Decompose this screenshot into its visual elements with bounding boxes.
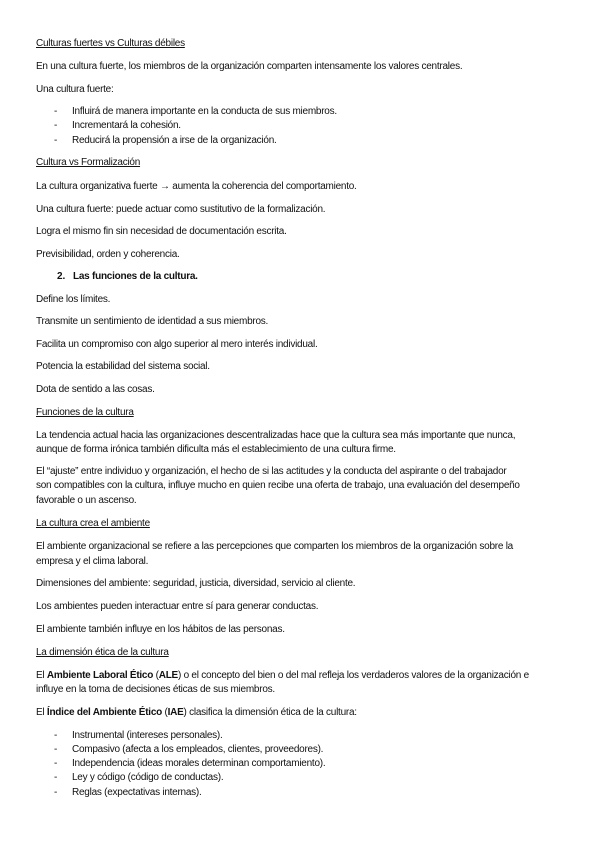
paragraph: son compatibles con la cultura, influye mucho en quien recibe una oferta de trabajo, una evaluación del desempeño — [36, 480, 520, 491]
list-bullet: - — [54, 120, 58, 131]
list-item: Compasivo (afecta a los empleados, clientes, proveedores). — [72, 744, 324, 755]
list-bullet: - — [54, 106, 58, 117]
paragraph: influye en la toma de decisiones éticas de sus miembros. — [36, 684, 275, 695]
term-ale: Ambiente Laboral Ético — [46, 670, 154, 681]
paragraph: La cultura organizativa fuerte → aumenta la coherencia del comportamiento. — [36, 181, 357, 192]
heading-cultura-formalizacion: Cultura vs Formalización — [36, 157, 141, 168]
list-item: Instrumental (intereses personales). — [72, 730, 223, 741]
paragraph: Una cultura fuerte: puede actuar como sustitutivo de la formalización. — [36, 204, 326, 215]
list-item: Ley y código (código de conductas). — [72, 772, 224, 783]
paragraph: Dimensiones del ambiente: seguridad, justicia, diversidad, servicio al cliente. — [36, 578, 356, 589]
list-item: Incrementará la cohesión. — [72, 120, 181, 131]
heading-cultura-ambiente: La cultura crea el ambiente — [36, 518, 150, 529]
paragraph: aunque de forma irónica también dificulta más el establecimiento de una cultura firme. — [36, 444, 396, 455]
list-bullet: - — [54, 730, 58, 741]
paragraph: Define los límites. — [36, 294, 111, 305]
heading-culturas-fuertes: Culturas fuertes vs Culturas débiles — [36, 38, 185, 49]
abbr-ale: ALE — [158, 670, 178, 681]
list-item: Reducirá la propensión a irse de la organización. — [72, 135, 277, 146]
paragraph: El “ajuste” entre individuo y organización, el hecho de si las actitudes y la conducta del aspirante o del trabajador — [36, 466, 507, 477]
paragraph: Dota de sentido a las cosas. — [36, 384, 155, 395]
paragraph: Potencia la estabilidad del sistema social. — [36, 361, 210, 372]
paragraph-iae: El Índice del Ambiente Ético (IAE) clasifica la dimensión ética de la cultura: — [36, 707, 357, 718]
list-bullet: - — [54, 772, 58, 783]
paragraph: favorable o un ascenso. — [36, 495, 137, 506]
section-title: Las funciones de la cultura. — [73, 271, 198, 282]
paragraph: Facilita un compromiso con algo superior al mero interés individual. — [36, 339, 318, 350]
paragraph: Una cultura fuerte: — [36, 84, 114, 95]
paragraph: El ambiente también influye en los hábitos de las personas. — [36, 624, 285, 635]
list-bullet: - — [54, 758, 58, 769]
list-item: Independencia (ideas morales determinan comportamiento). — [72, 758, 326, 769]
paragraph: En una cultura fuerte, los miembros de la organización comparten intensamente los valores centrales. — [36, 61, 463, 72]
paragraph: empresa y el clima laboral. — [36, 556, 149, 567]
paragraph: Transmite un sentimiento de identidad a sus miembros. — [36, 316, 269, 327]
paragraph: Logra el mismo fin sin necesidad de documentación escrita. — [36, 226, 287, 237]
list-bullet: - — [54, 135, 58, 146]
list-bullet: - — [54, 744, 58, 755]
paragraph: La tendencia actual hacia las organizaciones descentralizadas hace que la cultura sea más importante que nunca, — [36, 430, 516, 441]
abbr-iae: IAE — [167, 707, 184, 718]
paragraph: El ambiente organizacional se refiere a las percepciones que comparten los miembros de la organización sobre la — [36, 541, 513, 552]
paragraph: Los ambientes pueden interactuar entre sí para generar conductas. — [36, 601, 319, 612]
heading-funciones-cultura: Funciones de la cultura — [36, 407, 134, 418]
paragraph-ale: El Ambiente Laboral Ético (ALE) o el concepto del bien o del mal refleja los verdaderos valores de la organización e — [36, 670, 529, 681]
list-item: Reglas (expectativas internas). — [72, 787, 202, 798]
term-iae: Índice del Ambiente Ético — [46, 707, 162, 718]
list-bullet: - — [54, 787, 58, 798]
heading-dimension-etica: La dimensión ética de la cultura — [36, 647, 169, 658]
list-item: Influirá de manera importante en la conducta de sus miembros. — [72, 106, 337, 117]
paragraph: Previsibilidad, orden y coherencia. — [36, 249, 180, 260]
section-number: 2. — [57, 271, 66, 282]
